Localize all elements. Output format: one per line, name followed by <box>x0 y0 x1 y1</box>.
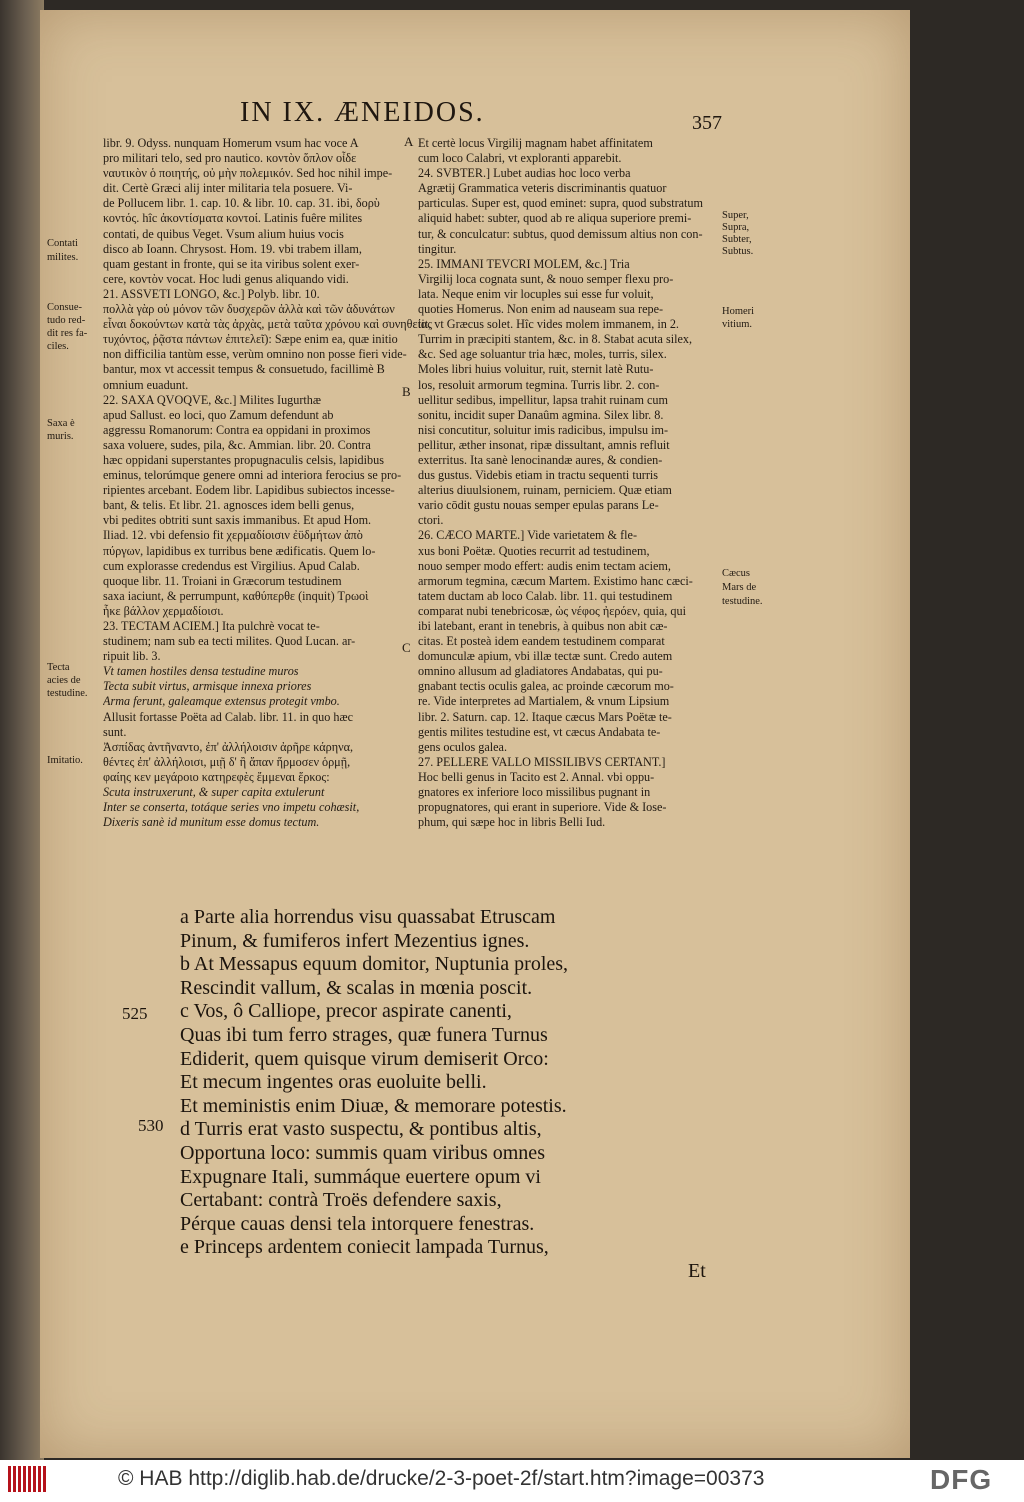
text-line: xus boni Poëtæ. Quoties recurrit ad testudinem, <box>418 543 650 558</box>
text-line: a Parte alia horrendus visu quassabat Etruscam <box>180 906 556 928</box>
text-line: ναυτικὸν ὁ ποιητής, οὐ μὴν πολεμικόν. Sed hoc nihil impe- <box>103 166 393 181</box>
text-line: comparat nubi tenebricosæ, ὡς νέφος ἠερόεν, quia, qui <box>418 603 686 618</box>
text-line: Moles libri huius voluitur, ruit, sternit latè Rutu- <box>418 362 654 377</box>
text-line: quoque libr. 11. Troiani in Græcorum testudinem <box>103 573 342 588</box>
margin-note: Consue- <box>47 302 82 313</box>
margin-note: Super, <box>722 210 749 221</box>
text-line: pellitur, æther insonat, ripæ dissultant, amnis refluit <box>418 437 670 452</box>
text-line: Agrætij Grammatica veteris discriminantis quatuor <box>418 181 667 196</box>
text-line: Arma ferunt, galeamque extensus protegit vmbo. <box>103 694 340 709</box>
text-line: gens oculos galea. <box>418 739 508 754</box>
text-line: Opportuna loco: summis quam viribus omnes <box>180 1141 545 1164</box>
text-line: pro militari telo, sed pro nautico. κοντὸν ὅπλον οἶδε <box>103 151 357 166</box>
text-line: nisi concutitur, soluitur imis radicibus, impulsu im- <box>418 422 669 437</box>
text-line: φαίης κεν μεγάροιο κατηρεφὲς ἔμμεναι ἕρκος: <box>103 769 330 784</box>
copyright-link[interactable]: © HAB http://diglib.hab.de/drucke/2-3-poet-2f/start.htm?image=00373 <box>118 1467 765 1490</box>
text-line: libr. 2. Saturn. cap. 12. Itaque cæcus Mars Poëtæ te- <box>418 709 672 724</box>
margin-note: Cæcus <box>722 568 751 579</box>
text-line: tur, & conculcatur: subtus, quod demissum altius non con- <box>418 226 703 241</box>
text-line: ἧκε βάλλον χερμαδίοισι. <box>103 603 224 618</box>
text-line: bant, & telis. Et libr. 21. agnosces idem belli genus, <box>103 498 355 513</box>
text-line: ctori. <box>418 513 444 528</box>
text-line: saxa voluere, sudes, pila, &c. Ammian. libr. 20. Contra <box>103 437 371 452</box>
text-line: Vt tamen hostiles densa testudine muros <box>103 664 299 679</box>
text-line: 23. TECTAM ACIEM.] Ita pulchrè vocat te- <box>103 619 320 633</box>
margin-note: Saxa è <box>47 418 75 429</box>
text-line: cum explorasse credendus est Virgilius. Apud Calab. <box>103 558 360 573</box>
text-line: tingitur. <box>418 241 457 256</box>
text-line: omnium euadunt. <box>103 377 189 392</box>
text-line: lata. Neque enim vir locuples sui esse fur voluit, <box>418 286 654 301</box>
text-line: Turrim in præcipiti stantem, &c. in 8. Stabat acuta silex, <box>418 332 693 347</box>
text-line: Certabant: contrà Troës defendere saxis, <box>180 1189 502 1212</box>
text-line: Virgilij loca cognata sunt, & nouo semper flexu pro- <box>418 271 674 286</box>
text-line: Ediderit, quem quisque virum demiserit Orco: <box>180 1047 549 1070</box>
text-line: 26. CÆCO MARTE.] Vide varietatem & fle- <box>418 528 637 543</box>
margin-note: tudo red- <box>47 315 86 326</box>
margin-note: Supra, <box>722 222 750 233</box>
text-line: de Pollucem libr. 1. cap. 10. & libr. 10. cap. 31. ibi, δορὺ <box>103 196 380 211</box>
text-line: Rescindit vallum, & scalas in mœnia poscit. <box>180 976 533 999</box>
text-line: exterritus. Ita sanè lenocinandæ aures, & condien- <box>418 452 663 467</box>
text-line: Et mecum ingentes oras euoluite belli. <box>180 1071 487 1094</box>
text-line: Et meministis enim Diuæ, & memorare potestis. <box>180 1094 567 1117</box>
margin-note: Mars de <box>722 582 757 593</box>
text-line: alterius diuulsionem, ruinam, perniciem. Quæ etiam <box>418 483 672 498</box>
text-line: domunculæ apium, vbi illæ tectæ sunt. Credo autem <box>418 649 673 664</box>
text-line: 21. ASSVETI LONGO, &c.] Polyb. libr. 10. <box>103 286 320 301</box>
text-line: ibi latebant, erant in tenebris, à quibus non abit cæ- <box>418 619 668 633</box>
margin-note: Subtus. <box>722 246 754 257</box>
text-line: gentis milites testudine est, vt cæcus Andabata te- <box>418 724 661 739</box>
text-line: cere, κοντὸν vocat. Hoc ludi genus aliquando vidi. <box>103 271 349 286</box>
text-line: disco ab Ioann. Chrysost. Hom. 19. vbi trabem illam, <box>103 241 362 256</box>
text-line: θέντες ἐπ' ἀλλήλοισι, μιῇ δ' ἢ ἅπαν ἥρμοσεν ὁρμῇ, <box>103 754 351 769</box>
text-line: Dixeris sanè id munitum esse domus tectum. <box>103 815 320 830</box>
right-commentary-column <box>418 136 703 830</box>
text-line: bantur, mox vt accessit tempus & consuetudo, facillimè B <box>103 362 385 377</box>
left-commentary-column <box>103 136 432 830</box>
text-line: dus gustus. Videbis etiam in tractu sequenti turris <box>418 468 659 483</box>
text-line: Tecta subit virtus, armisque innexa priores <box>103 679 312 694</box>
poem-text <box>180 906 568 1260</box>
text-line: vbi pedites obtriti sunt saxis immanibus. Et apud Hom. <box>103 513 372 528</box>
book-gutter <box>0 0 44 1460</box>
text-line: Hoc belli genus in Tacito est 2. Annal. vbi oppu- <box>418 769 655 784</box>
text-line: gnatores ex inferiore loco missilibus pugnant in <box>418 785 651 800</box>
text-line: 25. IMMANI TEVCRI MOLEM, &c.] Tria <box>418 256 630 271</box>
margin-note: vitium. <box>722 319 753 330</box>
text-line: quoties Homerus. Non enim ad nauseam sua repe- <box>418 302 664 317</box>
running-header: IN IX. ÆNEIDOS. <box>240 97 485 128</box>
text-line: πολλὰ γὰρ οὐ μόνον τῶν δυσχερῶν ἀλλὰ καὶ τῶν ἀδυνάτων <box>103 302 395 317</box>
margin-note: Homeri <box>722 306 755 317</box>
section-letter: B <box>402 384 411 399</box>
text-line: Iliad. 12. vbi defensio fit χερμαδίοισιν ἐϋδμήτων ἀπὸ <box>103 528 363 543</box>
text-line: hæc oppidani superstantes propugnaculis celsis, lapidibus <box>103 452 384 467</box>
text-line: e Princeps ardentem coniecit lampada Turnus, <box>180 1236 549 1259</box>
text-line: eminus, telorúmque genere omni ad interiora ferocius se pro- <box>103 468 402 483</box>
text-line: b At Messapus equum domitor, Nuptunia proles, <box>180 953 569 976</box>
margin-note: testudine. <box>47 688 88 699</box>
text-line: saxa iaciunt, & perrumpunt, καθύπερθε (inquit) Τρωοὶ <box>103 588 369 603</box>
text-line: Et certè locus Virgilij magnam habet affinitatem <box>418 136 653 150</box>
text-line: Pérque cauas densi tela intorquere fenestras. <box>180 1212 535 1235</box>
line-number: 525 <box>122 1004 148 1023</box>
text-line: gnabant tectis oculis galea, ac proinde cæcorum mo- <box>418 679 674 694</box>
text-line: κοντός. hîc ἀκοντίσματα κοντοί. Latinis fuêre milites <box>103 211 363 226</box>
text-line: cum loco Calabri, vt exploranti apparebit. <box>418 151 622 166</box>
text-line: propugnatores, qui erant in superiore. Vide & Iose- <box>418 800 667 815</box>
text-line: sonitu, incidit super Danaûm agmina. Silex libr. 8. <box>418 407 664 422</box>
margin-note: milites. <box>47 252 79 263</box>
margin-note: Imitatio. <box>47 755 83 766</box>
text-line: Pinum, & fumiferos infert Mezentius ignes. <box>180 929 530 952</box>
text-line: &c. Sed age soluantur tria hæc, moles, turris, silex. <box>418 347 667 362</box>
text-line: Allusit fortasse Poëta ad Calab. libr. 11. in quo hæc <box>103 709 354 724</box>
text-line: aliquid habet: subter, quod ab re aliqua superiore premi- <box>418 211 692 226</box>
text-line: particulas. Super est, quod eminet: supra, quod substratum <box>418 196 704 211</box>
dfg-logo: DFG <box>930 1464 993 1495</box>
text-line: re. Vide interpretes ad Martialem, & vnum Lipsium <box>418 694 670 709</box>
text-line: contati, de quibus Veget. Vsum alium huius vocis <box>103 226 344 241</box>
margin-note: Tecta <box>47 662 70 673</box>
text-line: phum, qui sæpe hoc in libris Belli Iud. <box>418 815 606 830</box>
text-line: tatem ductam ab loco Calab. libr. 11. qui testudinem <box>418 588 673 603</box>
text-line: Scuta instruxerunt, & super capita extulerunt <box>103 785 325 800</box>
text-line: vario cōdit gustu nouas semper epulas parans Le- <box>418 498 659 513</box>
text-line: Inter se conserta, totáque series vno impetu cohæsit, <box>103 800 360 815</box>
text-line: apud Sallust. eo loci, quo Zamum defendunt ab <box>103 407 334 422</box>
text-line: 27. PELLERE VALLO MISSILIBVS CERTANT.] <box>418 754 666 769</box>
text-line: εἶναι δοκούντων κατὰ τὰς ἀρχὰς, μετὰ ταῦτα χρόνου καὶ συνηθείας <box>103 317 433 332</box>
text-line: libr. 9. Odyss. nunquam Homerum vsum hac voce A <box>103 136 359 150</box>
margin-note: Subter, <box>722 234 752 245</box>
text-line: 24. SVBTER.] Lubet audias hoc loco verba <box>418 166 631 181</box>
text-line: d Turris erat vasto suspectu, & pontibus altis, <box>180 1118 542 1141</box>
text-line: dit. Certè Græci alij inter militaria tela posuere. Vi- <box>103 181 353 196</box>
margin-note: testudine. <box>722 596 763 607</box>
margin-note: muris. <box>47 431 74 442</box>
text-line: non difficilia tantùm esse, verùm omnino non posse fieri vide- <box>103 347 407 362</box>
text-line: τυχόντος, ῥᾷστα πάντων ἐπιτελεῖ): Sæpe enim ea, quæ initio <box>103 332 398 347</box>
catchword: Et <box>688 1260 706 1282</box>
margin-note: dit res fa- <box>47 328 88 339</box>
text-line: quam gestant in fronte, qui se ita viribus solent exer- <box>103 256 360 271</box>
margin-note: acies de <box>47 675 81 686</box>
section-letter: C <box>402 640 411 655</box>
text-line: Quas ibi tum ferro strages, quæ funera Turnus <box>180 1023 548 1046</box>
text-line: aggressu Romanorum: Contra ea oppidani in proximos <box>103 422 371 437</box>
text-line: tit, vt Græcus solet. Hîc vides molem immanem, in 2. <box>418 317 679 332</box>
text-line: 22. SAXA QVOQVE, &c.] Milites Iugurthæ <box>103 392 322 407</box>
margin-note: ciles. <box>47 341 69 352</box>
section-letter: A <box>404 134 414 149</box>
text-line: studinem; nam sub ea tecti milites. Quod Lucan. ar- <box>103 634 356 649</box>
text-line: Expugnare Itali, summáque euertere opum vi <box>180 1165 541 1188</box>
page-number: 357 <box>692 112 722 134</box>
text-line: uellitur sedibus, impellitur, lapsa trahit ruinam cum <box>418 392 668 407</box>
text-line: armorum tegmina, cæcum Martem. Existimo hanc cæci- <box>418 573 693 588</box>
hab-logo-icon <box>8 1466 46 1492</box>
text-line: los, resoluit armorum tegmina. Turris libr. 2. con- <box>418 377 660 392</box>
line-number: 530 <box>138 1116 164 1135</box>
text-line: Ἀσπίδας ἀντῆναντο, ἐπ' ἀλλήλοισιν ἀρῆρε κάρηνα, <box>103 739 354 754</box>
text-line: ripientes arcebant. Eodem libr. Lapidibus subiectos incesse- <box>103 483 395 498</box>
text-line: omnino allusum ad gladiatores Andabatas, qui pu- <box>418 664 663 679</box>
text-line: nouo semper modo effert: audis enim tectam aciem, <box>418 558 671 573</box>
text-line: c Vos, ô Calliope, precor aspirate canenti, <box>180 1000 512 1023</box>
text-line: ripuit lib. 3. <box>103 649 161 664</box>
text-line: sunt. <box>103 724 127 739</box>
text-line: πύργων, lapidibus ex turribus bene ædificatis. Quem lo- <box>103 543 376 558</box>
text-line: citas. Et posteà idem eandem testudinem comparat <box>418 634 665 649</box>
margin-note: Contati <box>47 238 78 249</box>
